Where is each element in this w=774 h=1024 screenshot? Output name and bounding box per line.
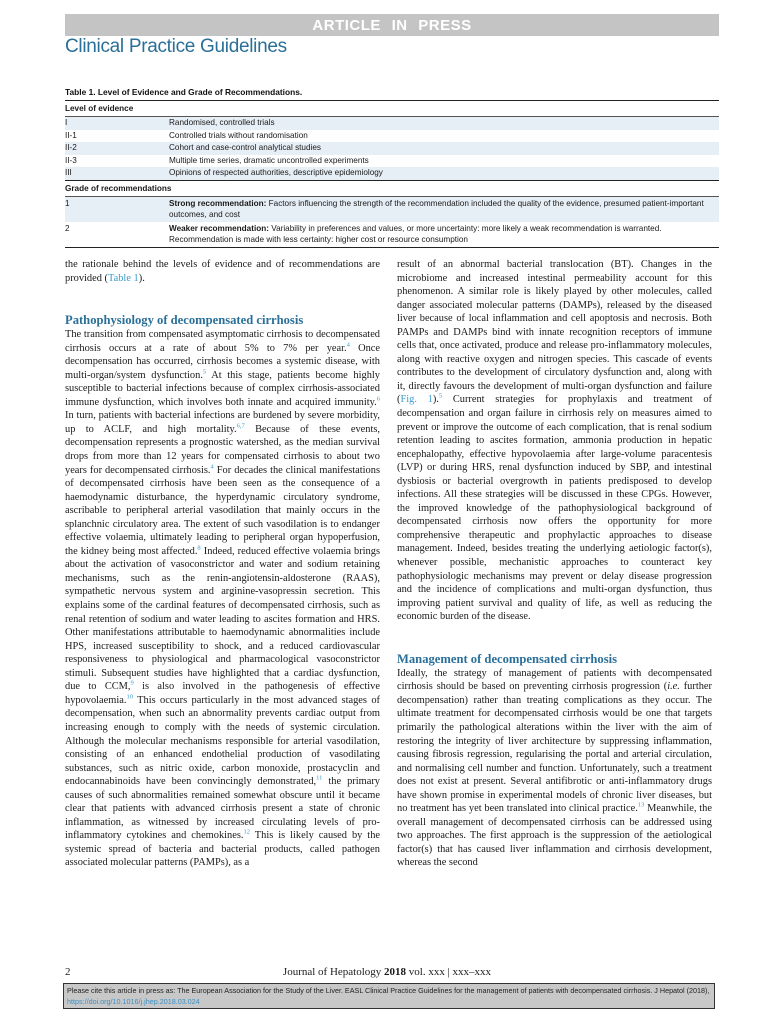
grade-description: Weaker recommendation: Variability in preferences and values, or more uncertainty: more likely a weak recommendation is warranted. Recommendation is made with less certainty: higher cost or resource consumption: [169, 223, 662, 244]
table-caption: Table 1. Level of Evidence and Grade of Recommendations.: [65, 87, 303, 97]
level-description: Multiple time series, dramatic uncontrolled experiments: [169, 155, 369, 165]
level-code: II-2: [65, 143, 77, 152]
reference-link[interactable]: 10: [126, 693, 133, 701]
reference-link[interactable]: 6: [376, 395, 380, 403]
article-in-press-banner: [65, 14, 719, 36]
pathophysiology-heading: Pathophysiology of decompensated cirrhosis: [65, 313, 304, 328]
reference-link[interactable]: 11: [316, 774, 323, 782]
level-description: Cohort and case-control analytical studies: [169, 143, 322, 152]
evidence-level-row: [65, 155, 719, 168]
evidence-level-row: [65, 167, 719, 180]
banner-text: ARTICLE IN PRESS: [312, 16, 472, 34]
grade-of-recommendations-heading: Grade of recommendations: [65, 183, 172, 193]
italic-text: i.e.: [667, 681, 680, 693]
level-code: II-1: [65, 130, 77, 140]
table-1-link[interactable]: Table 1: [108, 272, 139, 284]
journal-name: Journal of Hepatology: [282, 966, 385, 978]
right-column: [397, 258, 712, 870]
reference-link[interactable]: 9: [130, 679, 134, 687]
reference-link[interactable]: 5: [202, 368, 207, 376]
level-description: Opinions of respected authorities, descriptive epidemiology: [169, 168, 383, 177]
grade-row: [65, 222, 719, 247]
grades-body: [65, 197, 719, 247]
evidence-level-row: [65, 142, 719, 155]
level-of-evidence-heading: Level of evidence: [65, 104, 134, 113]
level-code: II-3: [65, 155, 77, 165]
evidence-level-row: [65, 117, 719, 130]
pathophysiology-paragraph: The transition from compensated asymptomatic cirrhosis to decompensated cirrhosis occurs at a rate of about 5% to 7% per year.$^4$ Once decompensation has occurred, cirrhosis becomes a systemic disease, with multi-organ/system dysfunction.$^5$ At this stage, patients become highly susceptible to bacterial infections because of complex cirrhosis-associated immune dysfunction, which involves both innate and acquired immunity.$^6$ In turn, patients with bacterial infections are burdened by severe morbidity, up to ACLF, and high mortality.$^{6,7}$ Because of these events, decompensation represents a prognostic watershed, as the median survival drops from more than 12 years for compensated cirrhosis to about two years for decompensated cirrhosis.$^4$ For decades the clinical manifestations of decompensated cirrhosis have been seen as the consequence of a haemodynamic disturbance, the hyperdynamic circulatory syndrome, ascribable to peripheral arterial vasodilation that mainly occurs in the splanchnic circulatory area. The extent of such vasodilation is to endanger effective volaemia, ultimately leading to peripheral organ hypoperfusion, the kidney being most affected.$^8$ Indeed, reduced effective volaemia brings about the activation of vasoconstrictor and water and sodium retaining mechanisms, such as the renin-angiotensin-aldosterone (RAAS), sympathetic nervous system and arginine-vasopressin secretion. This explains some of the cardinal features of decompensated cirrhosis, such as renal retention of sodium and water leading to ascites formation and HRS. Other manifestations attributable to haemodynamic abnormalities include HPS, increased susceptibility to shock, and a reduced cardiovascular responsiveness to physiological and pharmacological vasoconstrictor stimuli. Subsequent studies have highlighted that a cardiac dysfunction, due to CCM,$^9$ is also involved in the pathogenesis of effective hypovolaemia.$^{10}$ This occurs particularly in the most advanced stages of decompensation, when such an abnormality prevents cardiac output from increasing enough to comply with the needs of systemic circulation. Although the molecular mechanisms responsible for arterial vasodilation, consisting of an enhanced endothelial production of vasodilating substances, such as nitric oxide, carbon monoxide, prostacyclin and endocannabinoids have been convincingly demonstrated,$^{11}$ the primary causes of such abnormalities remained somewhat obscure until it became clear that patients with advanced cirrhosis present a state of chronic inflammation, as witnessed by increased circulating levels of pro-inflammatory cytokines and chemokines.$^{12}$ This is likely caused by the systemic spread of bacteria and bacterial products, called pathogen associated molecular patterns (PAMPs), as a: [65, 329, 381, 869]
citation-text: Please cite this article in press as: The European Association for the Study of the Liver. EASL Clinical Practice Guidelines for the management of patients with decompensated cirrhosis. J Hepatol (2018),: [67, 986, 710, 995]
management-paragraph: Ideally, the strategy of management of patients with decompensated cirrhosis should be based on preventing cirrhosis progression (i.e. further decompensation) rather than treating complications as they occur. The ultimate treatment for decompensated cirrhosis would be one that targets primarily the pathological alterations within the liver with the aim of restoring the integrity of liver architecture by suppressing inflammation, causing fibrosis regression, regularising the portal and arterial circulation, and normalising cell number and function. Unfortunately, such a treatment does not exist at present. Several antifibrotic or anti-inflammatory drugs have shown promise in experimental models of chronic liver diseases, but no treatment has yet been translated into clinical practice.$^{13}$ Meanwhile, the overall management of decompensated cirrhosis can be addressed using two approaches. The first approach is the suppression of the aetiological factor(s) that has caused liver inflammation and cirrhosis development, whereas the second: [397, 667, 712, 869]
journal-footer: [0, 966, 774, 978]
doi-link[interactable]: https://doi.org/10.1016/j.jhep.2018.03.024: [67, 997, 200, 1006]
grade-code: 1: [65, 198, 70, 208]
left-column: [65, 258, 380, 870]
pathophysiology-paragraph-continued: result of an abnormal bacterial translocation (BT). Changes in the microbiome and increased intestinal permeability account for this phenomenon. A similar role is likely played by other molecules, called danger associated molecular patterns (DAMPs), released by the diseased liver because of local inflammation and cell apoptosis and necrosis. Both PAMPs and DAMPs bind with innate recognition receptors of immune cells that, once activated, produce and release pro-inflammatory molecules, along with reactive oxygen and nitrogen species. This cascade of events contributes to the development of circulatory dysfunction and, along with it, directly favours the development of multi-organ dysfunction and failure (Fig. 1).$^5$ Current strategies for prophylaxis and treatment of decompensation and organ failure in cirrhosis rely on measures aimed to prevent or improve the outcome of each complication, that is renal sodium retention leading to ascites formation, ammonia production in hepatic encephalopathy, effective hypovolaemia after large-volume paracentesis (LVP) or during HRS, renal dysfunction induced by SBP, and intestinal dysbiosis or bacterial overgrowth in patients predisposed to develop infections. All these strategies will be discussed in these CPGs. However, the improved knowledge of the pathophysiological background of decompensated cirrhosis now offers the opportunity for more comprehensive therapeutic and prophylactic approaches to disease management. Indeed, besides treating the underlying aetiologic factor(s), whenever possible, mechanistic approaches to counteract key pathophysiologic mechanisms may prevent or delay disease progression and the incidence of complications and multi-organ dysfunction, thus improving patient survival and quality of life, as well as reducing the economic burden of the disease.: [397, 259, 712, 623]
grade-label: Strong recommendation:: [169, 198, 267, 208]
citation-box: [63, 983, 715, 1009]
reference-link[interactable]: 5: [438, 393, 443, 400]
evidence-level-row: [65, 130, 719, 143]
evidence-table: [65, 100, 719, 248]
grade-row: [65, 197, 719, 222]
intro-paragraph: [65, 258, 380, 285]
grade-description: Strong recommendation: Factors influencing the strength of the recommendation included the quality of the evidence, presumed patient-important outcomes, and cost: [169, 198, 704, 219]
grade-label: Weaker recommendation:: [169, 223, 269, 233]
reference-link[interactable]: 6,7: [236, 422, 245, 430]
reference-link[interactable]: 12: [243, 828, 250, 836]
level-code: III: [65, 168, 72, 177]
grade-code: 2: [65, 223, 70, 233]
level-description: Randomised, controlled trials: [169, 118, 275, 127]
intro-text: the rationale behind the levels of evidence and of recommendations are provided (: [65, 259, 380, 284]
level-description: Controlled trials without randomisation: [169, 130, 308, 140]
journal-year: 2018: [384, 966, 407, 978]
reference-link[interactable]: 13: [637, 801, 645, 809]
level-code: I: [65, 118, 68, 127]
management-heading: Management of decompensated cirrhosis: [397, 651, 618, 666]
figure-link[interactable]: Fig. 1: [400, 394, 433, 406]
levels-body: [65, 117, 719, 180]
reference-link[interactable]: 4: [210, 463, 214, 471]
reference-link[interactable]: 8: [197, 544, 201, 552]
page-number: 2: [65, 966, 71, 978]
section-label: Clinical Practice Guidelines: [65, 36, 287, 57]
reference-link[interactable]: 4: [346, 341, 350, 349]
journal-volume: vol. xxx | xxx–xxx: [406, 966, 492, 978]
intro-text-end: ).: [138, 272, 145, 284]
